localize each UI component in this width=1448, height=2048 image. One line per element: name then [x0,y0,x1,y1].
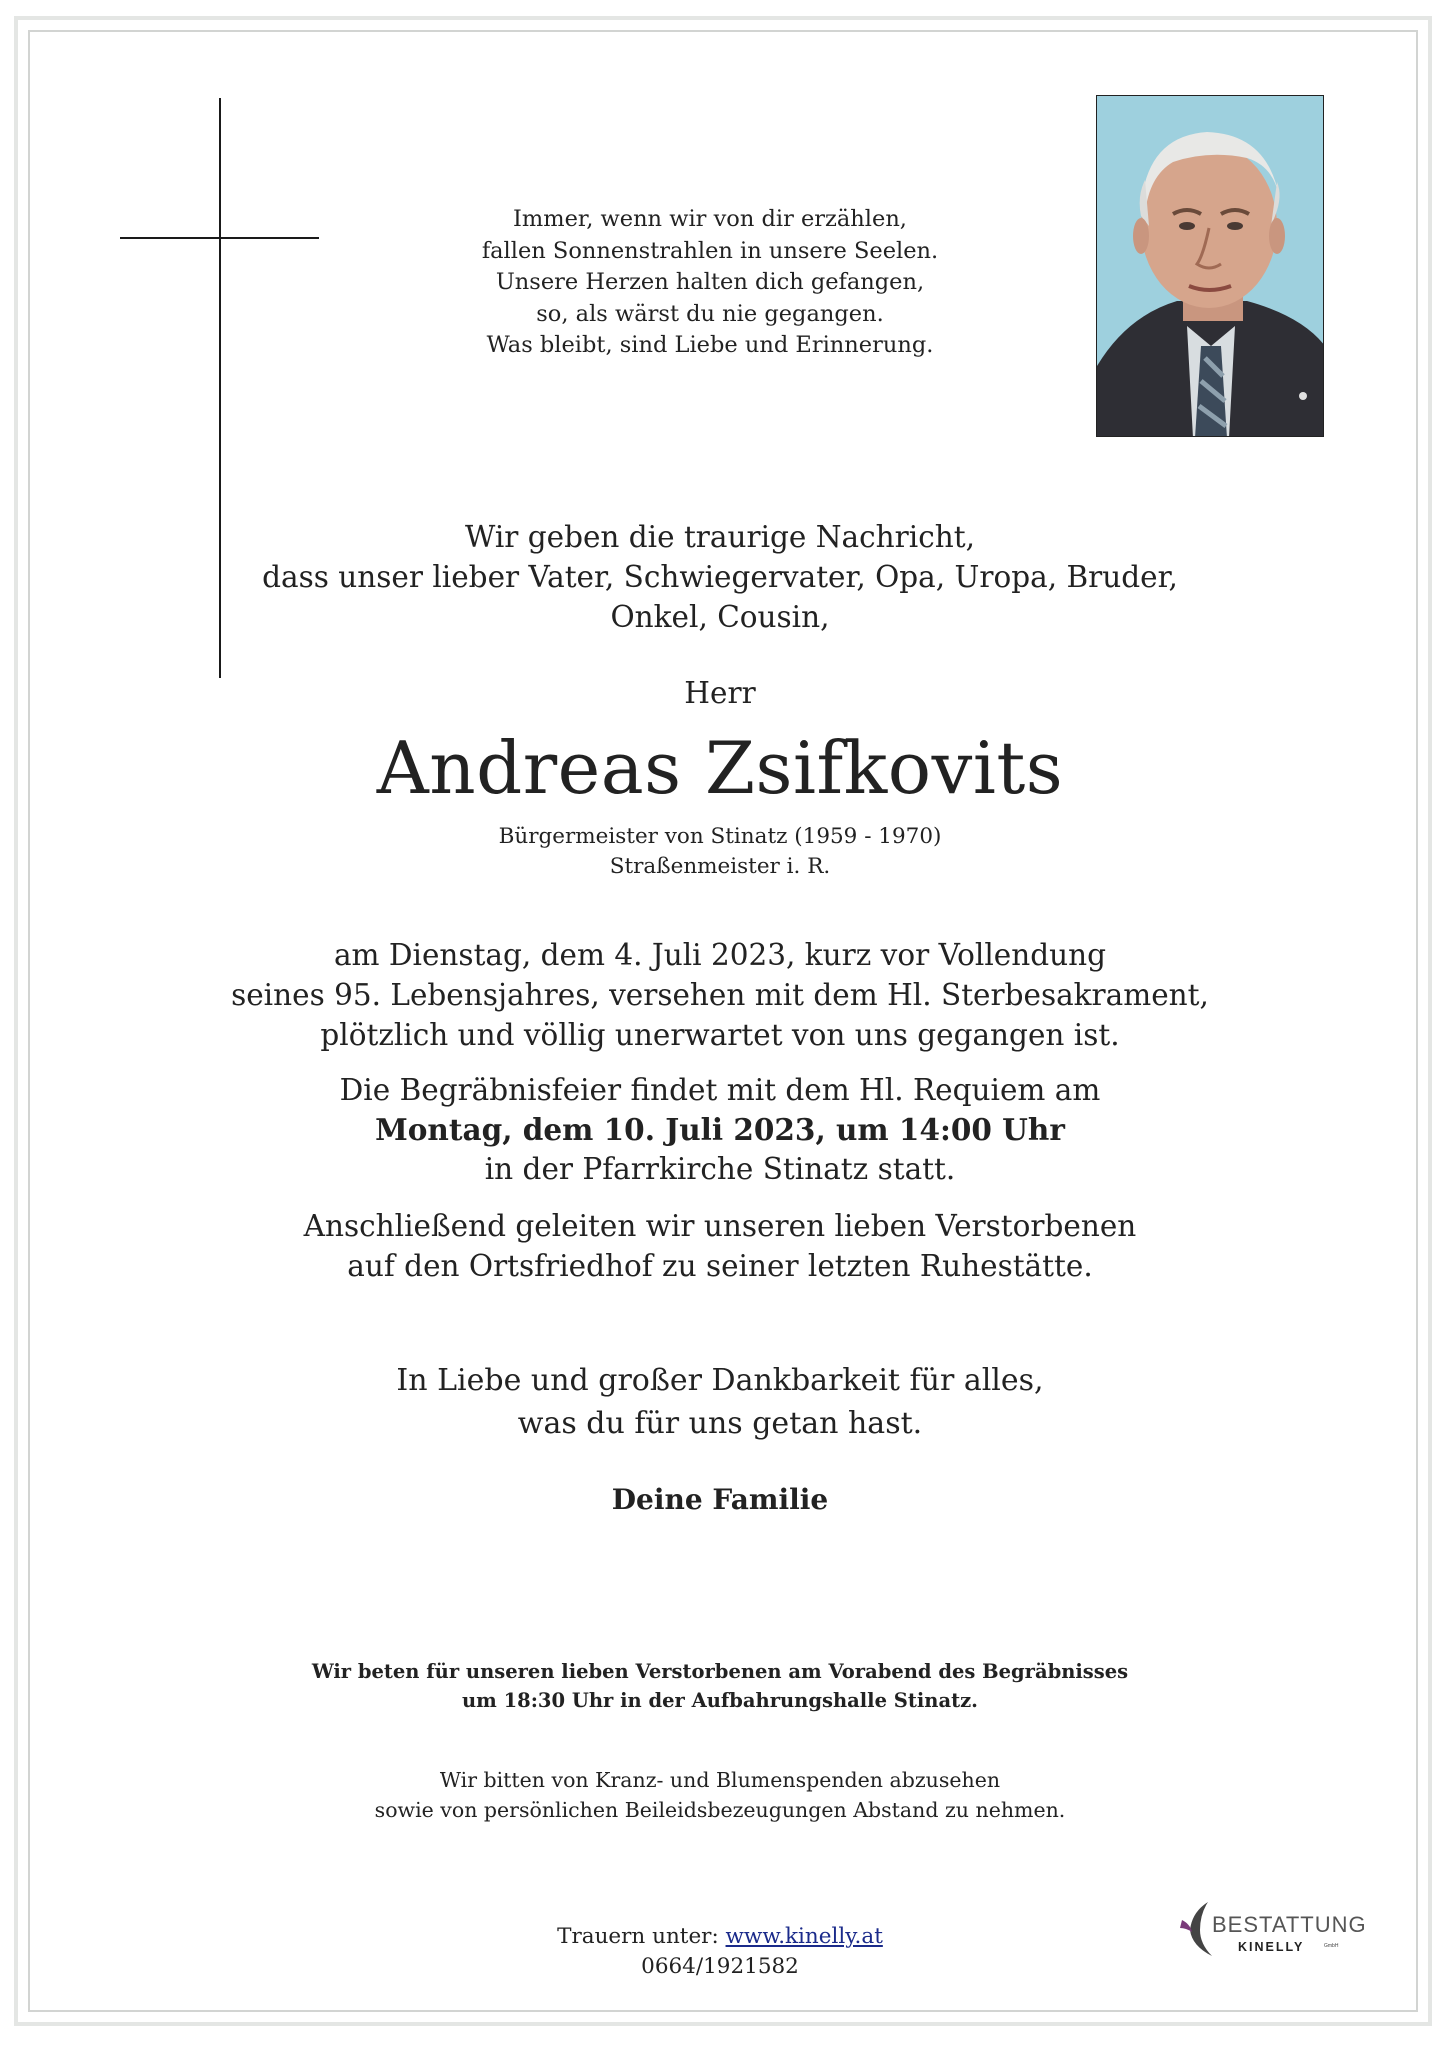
prayer-notice [240,1657,1200,1715]
donation-line: sowie von persönlichen Beileidsbezeugungen Abstand zu nehmen. [374,1798,1066,1822]
portrait-photo [1096,95,1324,437]
death-notice [160,935,1280,1055]
poem-line: Unsere Herzen halten dich gefangen, [495,269,925,295]
poem-line: Immer, wenn wir von dir erzählen, [513,206,907,232]
family-signature: Deine Familie [611,1483,829,1516]
death-line: am Dienstag, dem 4. Juli 2023, kurz vor Vollendung [333,938,1107,972]
logo-text-suffix: GmbH [1324,1943,1339,1949]
funeral-home-logo [1178,1898,1367,1968]
website-link[interactable]: www.kinelly.at [725,1924,883,1949]
poem-line: so, als wärst du nie gegangen. [536,300,884,327]
poem-line: fallen Sonnenstrahlen in unsere Seelen. [481,237,939,264]
logo-text-top: BESTATTUNG [1212,1912,1367,1937]
death-line: plötzlich und völlig unerwartet von uns gegangen ist. [320,1018,1120,1052]
closing-line: was du für uns getan hast. [517,1406,923,1441]
closing-line: In Liebe und großer Dankbarkeit für alles, [396,1363,1044,1398]
donation-notice [240,1765,1200,1825]
intro-line: Onkel, Cousin, [610,600,830,634]
deceased-name: Andreas Zsifkovits [376,726,1064,810]
funeral-datetime: Montag, dem 10. Juli 2023, um 14:00 Uhr [375,1112,1065,1147]
burial-line: Anschließend geleiten wir unseren lieben Verstorbenen [303,1209,1137,1243]
memorial-poem [420,204,1000,362]
contact-info [460,1922,980,1982]
poem-line: Was bleibt, sind Liebe und Erinnerung. [486,332,934,358]
cross-horizontal-bar [120,237,319,239]
deceased-titles [380,822,1060,882]
prayer-line: um 18:30 Uhr in der Aufbahrungshalle Stinatz. [462,1689,978,1712]
funeral-info [200,1071,1240,1189]
contact-label: Trauern unter: [557,1924,719,1949]
intro-line: dass unser lieber Vater, Schwiegervater, Opa, Uropa, Bruder, [262,560,1178,594]
closing-words [260,1359,1180,1445]
prayer-line: Wir beten für unseren lieben Verstorbenen am Vorabend des Begräbnisses [311,1660,1129,1683]
deceased-title: Bürgermeister von Stinatz (1959 - 1970) [498,824,942,849]
intro-line: Wir geben die traurige Nachricht, [465,520,975,554]
death-line: seines 95. Lebensjahres, versehen mit dem Hl. Sterbesakrament, [231,978,1209,1012]
burial-info [200,1206,1240,1286]
logo-text-bottom: KINELLY [1238,1940,1305,1954]
contact-phone: 0664/1921582 [641,1954,799,1979]
funeral-line: Die Begräbnisfeier findet mit dem Hl. Requiem am [339,1073,1101,1107]
announcement-intro [180,517,1260,637]
burial-line: auf den Ortsfriedhof zu seiner letzten Ruhestätte. [347,1249,1093,1283]
funeral-line: in der Pfarrkirche Stinatz statt. [484,1152,956,1186]
deceased-title: Straßenmeister i. R. [609,854,831,879]
donation-line: Wir bitten von Kranz- und Blumenspenden abzusehen [439,1768,1001,1792]
portrait-illustration [1097,96,1324,437]
salutation: Herr [684,676,756,710]
